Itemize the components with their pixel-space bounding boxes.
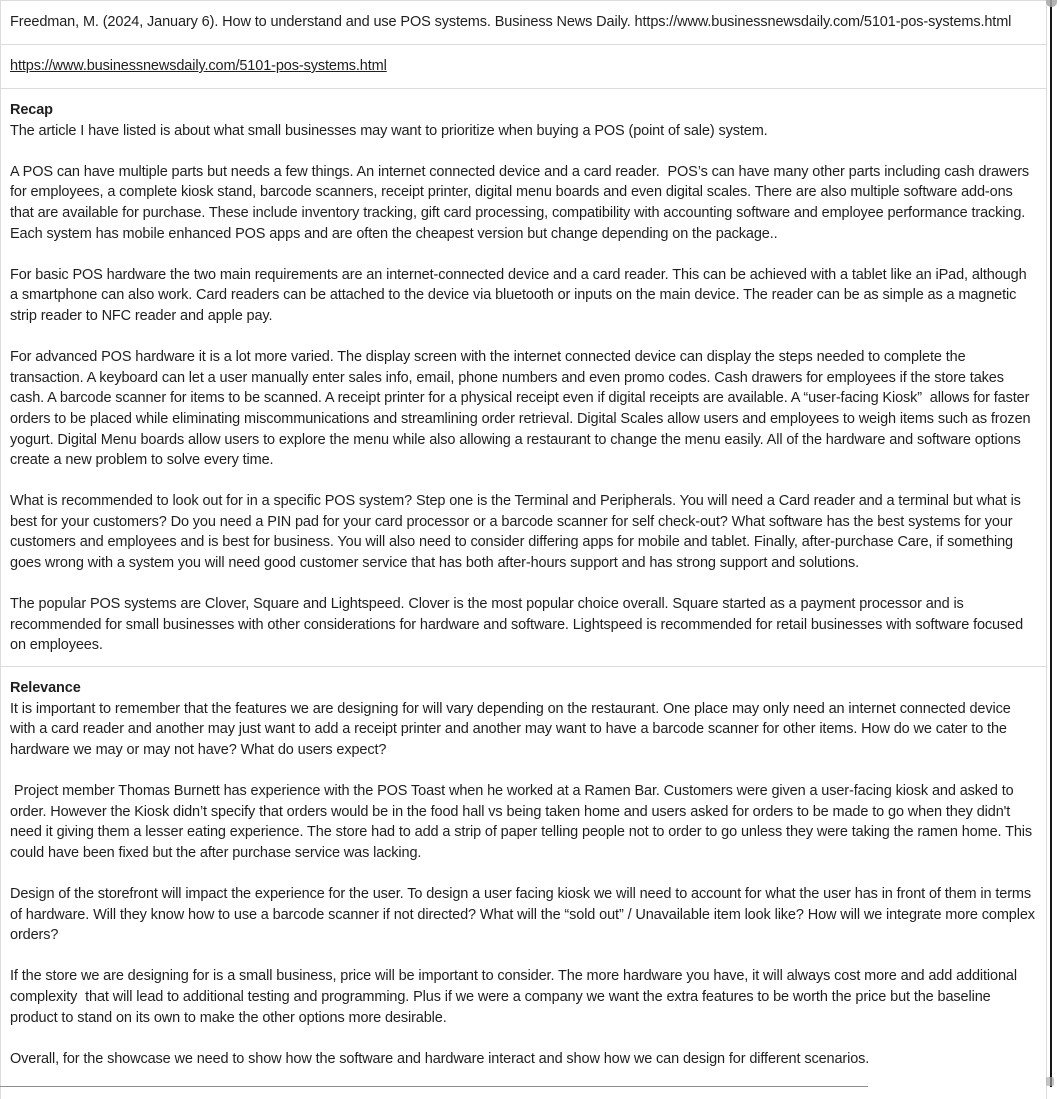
recap-paragraphs: [10, 121, 1037, 656]
relevance-paragraph: Project member Thomas Burnett has experience with the POS Toast when he worked at a Ramen Bar. Customers were given a user-facing kiosk and asked to order. However the Kiosk didn’t specify that orders would be in the food hall vs being taken home and users asked for orders to be made to go when they didn't need it giving them a lesser eating experience. The store had to add a strip of paper telling people not to order to go unless they were taking the ramen home. This could have been fixed but the after purchase service was lacking.: [10, 783, 1036, 861]
bottom-right-handle-icon: [1046, 1077, 1054, 1086]
relevance-cell[interactable]: [1, 667, 1046, 1099]
relevance-paragraph: Design of the storefront will impact the experience for the user. To design a user facing kiosk we will need to account for what the user has in front of them in terms of hardware. Will they know how to use a barcode scanner if not directed? What will the “sold out” / Unavailable item look like? How will we integrate more complex orders?: [10, 885, 1039, 944]
recap-paragraph: The popular POS systems are Clover, Square and Lightspeed. Clover is the most popular choice overall. Square started as a payment processor and is recommended for small businesses with other considerations for hardware and software. Lightspeed is recommended for retail businesses with software focused on employees.: [10, 596, 1027, 654]
relevance-heading: Relevance: [10, 680, 81, 697]
recap-paragraph: For basic POS hardware the two main requirements are an internet-connected device and a card reader. This can be achieved with a tablet like an iPad, although a smartphone can also work. Card readers can be attached to the device via bluetooth or inputs on the main device. The reader can be as simple as a magnetic strip reader to NFC reader and apple pay.: [10, 266, 1031, 324]
relevance-paragraph: If the store we are designing for is a small business, price will be important to consider. The more hardware you have, it will always cost more and add additional complexity that will lead to additional testing and programming. Plus if we were a company we want the extra features to be worth the price but the baseline product to stand on its own to make the other options more desirable.: [10, 968, 1021, 1026]
recap-paragraph: What is recommended to look out for in a specific POS system? Step one is the Terminal and Peripherals. You will need a Card reader and a terminal but what is best for your customers? Do you need a PIN pad for your card processor or a barcode scanner for self check-out? What software has the best systems for your customers and employees and is best for business. You will also need to consider differing apps for mobile and tablet. Finally, after-purchase Care, if something goes wrong with a system you will need good customer service that has both after-hours support and has strong support and solutions.: [10, 493, 1025, 572]
recap-paragraph: A POS can have multiple parts but needs a few things. An internet connected device and a card reader. POS’s can have many other parts including cash drawers for employees, a complete kiosk stand, barcode scanners, receipt printer, digital menu boards and even digital scales. There are also multiple software add-ons that are available for purchase. These include inventory tracking, gift card processing, compatibility with accounting software and employee performance tracking. Each system has mobile enhanced POS apps and are often the cheapest version but change depending on the package..: [10, 163, 1033, 242]
source-link[interactable]: https://www.businessnewsdaily.com/5101-pos-systems.html: [10, 58, 387, 74]
recap-cell[interactable]: [1, 89, 1046, 667]
recap-paragraph: The article I have listed is about what small businesses may want to prioritize when buying a POS (point of sale) system.: [10, 122, 768, 139]
link-cell[interactable]: [1, 45, 1046, 89]
citation-text: Freedman, M. (2024, January 6). How to understand and use POS systems. Business News Daily. https://www.businessnewsdaily.com/5101-pos-systems.html: [10, 14, 1012, 30]
citation-cell[interactable]: [1, 1, 1046, 45]
recap-heading: Recap: [10, 102, 53, 118]
right-edge-line: [1050, 0, 1052, 1087]
relevance-paragraph: Overall, for the showcase we need to show how the software and hardware interact and show how we can design for different scenarios.: [10, 1050, 870, 1067]
relevance-paragraph: It is important to remember that the features we are designing for will vary depending on the restaurant. One place may only need an internet connected device with a card reader and another may just want to add a receipt printer and another may want to have a barcode scanner for other items. How do we cater to the hardware we may or may not have? What do users expect?: [10, 700, 1015, 758]
relevance-paragraphs: [10, 699, 1037, 1070]
recap-paragraph: For advanced POS hardware it is a lot more varied. The display screen with the internet connected device can display the steps needed to complete the transaction. A keyboard can let a user manually enter sales info, email, phone numbers and even promo codes. Cash drawers for employees if the store takes cash. A barcode scanner for items to be scanned. A receipt printer for a physical receipt even if digital receipts are available. A “user-facing Kiosk” allows for faster orders to be placed while eliminating miscommunications and streamlining order retrieval. Digital Scales allow users and employees to weigh items such as frozen yogurt. Digital Menu boards allow users to explore the menu while also allowing a restaurant to change the menu easily. All of the hardware and software options create a new problem to solve every time.: [10, 349, 1035, 469]
top-right-handle-icon: [1046, 0, 1057, 7]
